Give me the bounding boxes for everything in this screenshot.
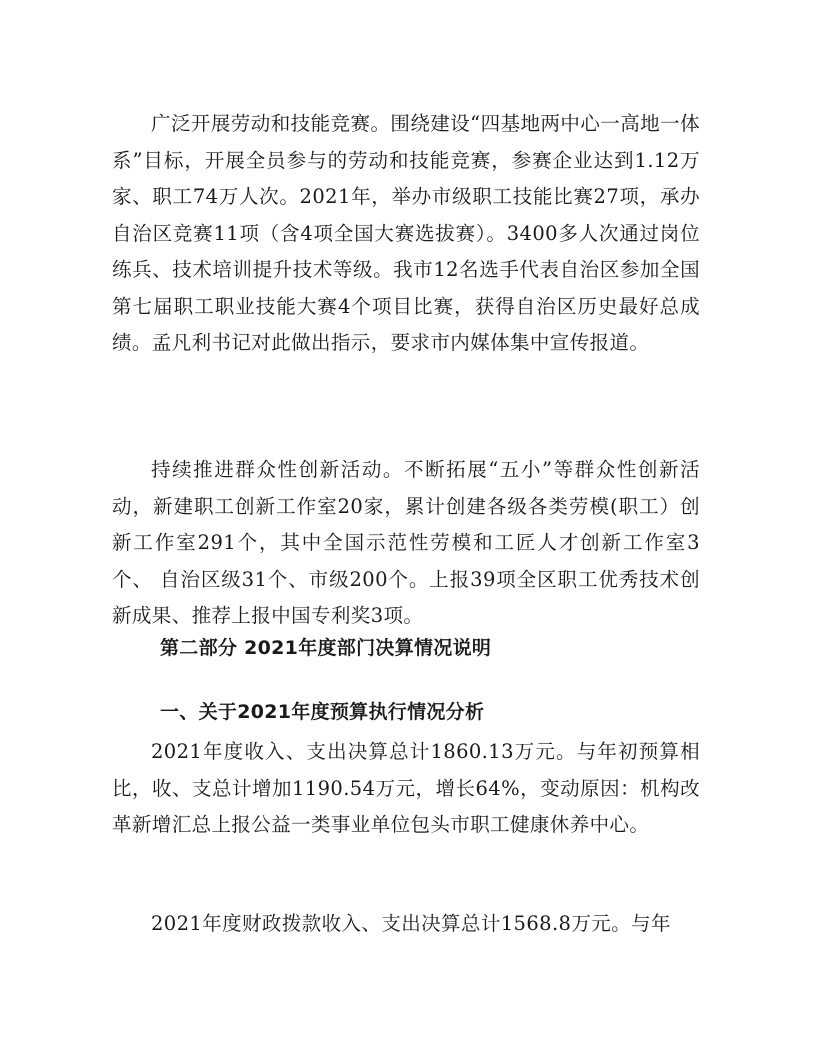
- part-heading: 第二部分 2021年度部门决算情况说明: [160, 637, 492, 659]
- paragraph-fiscal-appropriation: 2021年度财政拨款收入、支出决算总计1568.8万元。与年: [151, 912, 671, 935]
- section-heading: 一、关于2021年度预算执行情况分析: [160, 701, 485, 723]
- paragraph-mass-innovation: 持续推进群众性创新活动。不断拓展“五小”等群众性创新活动，新建职工创新工作室20家，累计创建各级各类劳模(职工）创新工作室291个，其中全国示范性劳模和工匠人才创新工作室3个、 自治区级31个、市级200个。上报39项全区职工优秀技术创新成果、推荐上报中国专利奖3项。: [112, 458, 700, 627]
- paragraph-labor-skills-competition: 广泛开展劳动和技能竞赛。围绕建设“四基地两中心一高地一体系”目标，开展全员参与的劳动和技能竞赛，参赛企业达到1.12万家、职工74万人次。2021年，举办市级职工技能比赛27项，承办自治区竞赛11项（含4项全国大赛选拔赛）。3400多人次通过岗位练兵、技术培训提升技术等级。我市12名选手代表自治区参加全国第七届职工职业技能大赛4个项目比赛，获得自治区历史最好总成绩。孟凡利书记对此做出指示，要求市内媒体集中宣传报道。: [112, 112, 700, 354]
- paragraph-budget-total: 2021年度收入、支出决算总计1860.13万元。与年初预算相比，收、支总计增加1190.54万元，增长64%，变动原因：机构改革新增汇总上报公益一类事业单位包头市职工健康休养中心。: [112, 740, 700, 836]
